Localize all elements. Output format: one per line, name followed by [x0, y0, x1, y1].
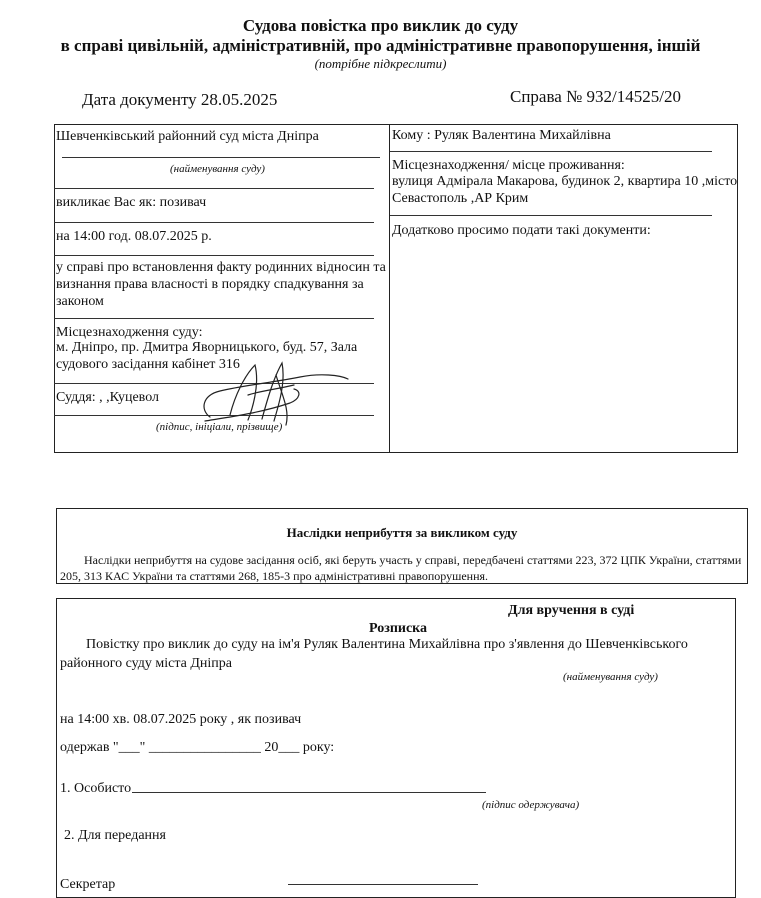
signature-line: [132, 792, 486, 793]
consequences-text: Наслідки неприбуття на судове засідання осіб, які беруть участь у справі, передбачені статтями 223, 372 ЦПК України, статтями 205, 313 КАС України та статтями 268, 185-3 про адміністративні правопорушення.: [60, 553, 742, 583]
court-name-line: [62, 157, 380, 158]
receipt-title: Розписка: [369, 621, 428, 636]
separator-line: [54, 222, 374, 223]
judge-name: Суддя: , ,Куцевол: [56, 390, 159, 405]
receipt-line2: районного суду міста Дніпра: [60, 656, 232, 671]
court-location-label: Місцезнаходження суду:: [56, 325, 203, 340]
residence-address: вулиця Адмірала Макарова, будинок 2, квартира 10 ,місто: [392, 174, 738, 189]
recipient-name: Кому : Руляк Валентина Михайлівна: [392, 128, 611, 143]
separator-line: [54, 188, 374, 189]
document-date: Дата документу 28.05.2025: [82, 90, 278, 109]
personally-label: 1. Особисто: [60, 781, 132, 796]
court-caption: (найменування суду): [170, 163, 265, 175]
secretary-line: [288, 884, 478, 885]
for-transfer-label: 2. Для передання: [64, 828, 166, 843]
residence-line: [390, 215, 712, 216]
receipt-time-line: на 14:00 хв. 08.07.2025 року , як позивач: [60, 712, 302, 727]
extra-documents: Додатково просимо подати такі документи:: [392, 223, 651, 238]
recipient-caption: (підпис одержувача): [482, 799, 580, 811]
receipt-line1: Повістку про виклик до суду на ім'я Руляк Валентина Михайлівна про з'явлення до Шевченківського: [86, 637, 688, 652]
secretary-label: Секретар: [60, 877, 116, 892]
table-divider: [389, 124, 390, 453]
consequences-title: Наслідки неприбуття за викликом суду: [286, 525, 518, 540]
judge-signature: [190, 355, 360, 435]
receipt-court-caption: (найменування суду): [563, 671, 658, 683]
for-court-delivery: Для вручення в суді: [508, 603, 635, 618]
court-location: м. Дніпро, пр. Дмитра Яворницького, буд. 57, Зала судового засідання кабінет 316: [56, 340, 358, 372]
case-subject: у справі про встановлення факту родинних відносин та визнання права власності в порядку спадкування за законом: [56, 260, 386, 309]
document-subtitle: в справі цивільній, адміністративній, про адміністративне правопорушення, іншій: [60, 36, 701, 55]
judge-caption: (підпис, ініціали, прізвище): [156, 421, 283, 433]
separator-line: [54, 318, 374, 319]
title-note: (потрібне підкреслити): [314, 56, 447, 71]
residence-label: Місцезнаходження/ місце проживання:: [392, 158, 625, 173]
summons-role: викликає Вас як: позивач: [56, 195, 207, 210]
case-number: Справа № 932/14525/20: [510, 87, 681, 106]
separator-line: [54, 255, 374, 256]
residence-address-cont: Севастополь ,АР Крим: [392, 191, 529, 206]
recipient-line: [390, 151, 712, 152]
document-title: Судова повістка про виклик до суду: [242, 16, 519, 35]
hearing-time: на 14:00 год. 08.07.2025 р.: [56, 229, 212, 244]
received-date-line: одержав "___" ________________ 20___ року:: [60, 740, 335, 755]
court-name: Шевченківський районний суд міста Дніпра: [56, 129, 319, 144]
